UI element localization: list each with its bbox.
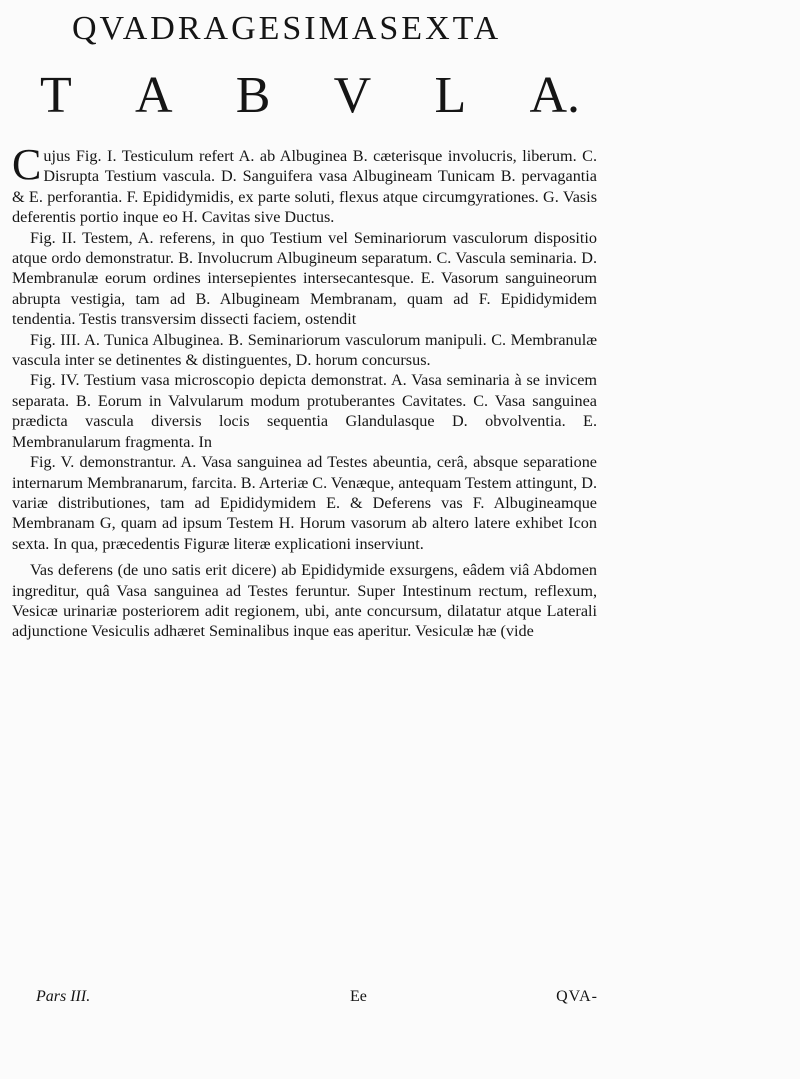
paragraph-text: ujus Fig. I. Testiculum refert A. ab Albuginea B. cæterisque involucris, liberum. C. Disrupta Testium vascula. D. Sanguifera vasa Albugineam Tunicam B. pervagantia & E. perforantia. F. Epididymidis, ex parte soluti, flexus atque circumgyrationes. G. Vasis deferentis portio inque eo H. Cavitas sive Ductus.	[12, 147, 597, 227]
page-title-line1: QVADRAGESIMASEXTA	[72, 10, 502, 47]
title-letter: A	[134, 67, 173, 124]
title-letter: L	[434, 67, 467, 124]
body-text	[12, 140, 597, 642]
paragraph: Vas deferens (de uno satis erit dicere) ab Epididymide exsurgens, eâdem viâ Abdomen ingreditur, quâ Vasa sanguinea ad Testes feruntur. Super Intestinum rectum, reflexum, Vesicæ urinariæ posteriorem adit regionem, ubi, ante concursum, dilatatur atque Laterali adjunctione Vesiculis adhæret Seminalibus inque eas aperitur. Vesiculæ hæ (vide	[12, 561, 597, 641]
page-title-line2	[40, 66, 580, 125]
paragraph: Fig. IV. Testium vasa microscopio depicta demonstrat. A. Vasa seminaria à se invicem separata. B. Eorum in Valvularum modum protuberantes Cavitates. C. Vasa sanguinea prædicta vascula diversis locis sequentia Glandulasque D. obvolventia. E. Membranularum fragmenta. In	[12, 371, 597, 451]
title-letter: B	[235, 67, 271, 124]
paragraph: Fig. V. demonstrantur. A. Vasa sanguinea ad Testes abeuntia, cerâ, absque separatione internarum Membranarum, farcita. B. Arteriæ C. Venæque, antequam Testem attingunt, D. variæ distributiones, tam ad Epididymidem E. & Deferens vas F. Albugineamque Membranam G, quam ad ipsum Testem H. Horum vasorum ab altero latere exhibet Icon sexta. In qua, præcedentis Figuræ literæ explicationi inserviunt.	[12, 453, 597, 553]
paragraph: Fig. II. Testem, A. referens, in quo Testium vel Seminariorum vasculorum dispositio atque ordo demonstratur. B. Involucrum Albugineum separatum. C. Vascula seminaria. D. Membranulæ eorum ordines intersepientes intersecantesque. E. Vasorum sanguineorum abrupta vestigia, tam ad B. Albugineam Membranam, quam ad F. Epididymidem tendentia. Testis transversim dissecti faciem, ostendit	[12, 228, 597, 329]
title-letter: A.	[529, 67, 580, 124]
footer-signature-mark: Ee	[350, 988, 367, 1005]
drop-cap: C	[12, 140, 42, 189]
footer-catchword: QVA-	[556, 988, 598, 1005]
title-letter: T	[40, 67, 72, 124]
paragraph	[12, 140, 597, 228]
paragraph: Fig. III. A. Tunica Albuginea. B. Seminariorum vasculorum manipuli. C. Membranulæ vascula inter se detinentes & distinguentes, D. horum concursus.	[12, 330, 597, 370]
footer-part-label: Pars III.	[36, 988, 91, 1005]
title-letter: V	[333, 67, 372, 124]
page-footer	[36, 988, 598, 1012]
